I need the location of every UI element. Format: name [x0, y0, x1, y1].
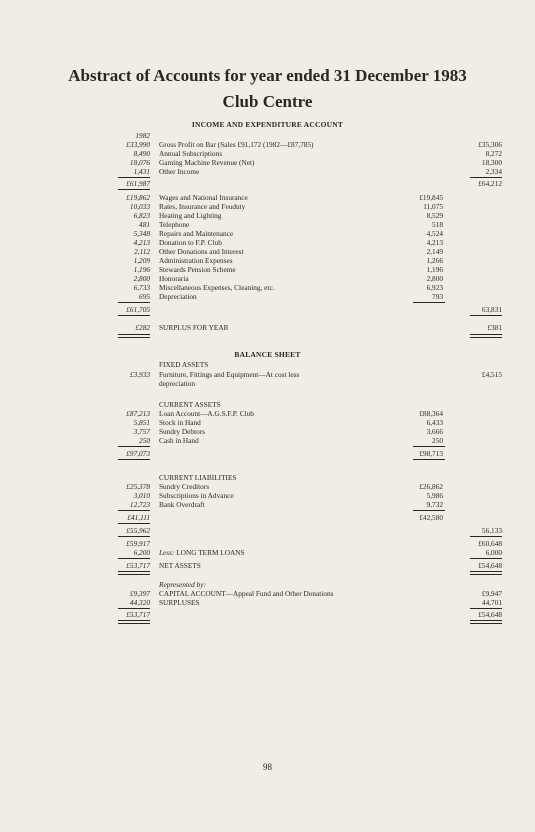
table-row: [0, 305, 535, 314]
table-row: [0, 513, 535, 522]
current-value: 11,075: [423, 202, 443, 211]
current-total: £54,648: [478, 610, 502, 619]
row-desc: Bank Overdraft: [159, 500, 205, 509]
row-desc: Other Income: [159, 167, 200, 176]
current-value: £88,364: [419, 409, 443, 418]
row-desc: depreciation: [159, 379, 196, 388]
prev-value: 481: [139, 220, 150, 229]
table-row: [0, 229, 535, 238]
prev-total: £53,717: [126, 561, 150, 570]
row-desc: Repairs and Maintenance: [159, 229, 234, 238]
row-desc: [159, 548, 245, 557]
current-value: 44,701: [481, 598, 502, 607]
row-desc: Telephone: [159, 220, 190, 229]
current-value: £26,862: [419, 482, 443, 491]
rule: [118, 302, 150, 303]
table-row: [0, 238, 535, 247]
rule: [118, 189, 150, 190]
row-desc: Stewards Pension Scheme: [159, 265, 236, 274]
balance-heading: BALANCE SHEET: [234, 350, 301, 359]
table-row: [0, 449, 535, 458]
row-desc: Heating and Lighting: [159, 211, 222, 220]
table-row: [0, 167, 535, 176]
table-row: [0, 211, 535, 220]
rule: [118, 459, 150, 460]
rule: [413, 446, 445, 447]
prev-value: 8,490: [133, 149, 150, 158]
row-desc: Administration Expenses: [159, 256, 233, 265]
prev-value: £55,962: [126, 526, 150, 535]
represented-by-label: Represented by:: [159, 580, 206, 589]
table-row: [0, 370, 535, 379]
current-value: 8,272: [485, 149, 502, 158]
table-row: [0, 482, 535, 491]
current-assets-label: CURRENT ASSETS: [159, 400, 221, 409]
surplus-row: [0, 323, 535, 332]
table-row-continued: [0, 379, 535, 388]
prev-value: £19,862: [126, 193, 150, 202]
row-desc: Depreciation: [159, 292, 197, 301]
row-desc: Other Donations and Interest: [159, 247, 244, 256]
table-row: [0, 500, 535, 509]
row-desc: Loan Account—A.G.S.F.P. Club: [159, 409, 254, 418]
current-value: £35,306: [478, 140, 502, 149]
current-value: 4,213: [426, 238, 443, 247]
double-rule: [470, 620, 502, 624]
table-row: [0, 589, 535, 598]
prev-value: 5,348: [133, 229, 150, 238]
prev-value: £33,990: [126, 140, 150, 149]
rule: [413, 510, 445, 511]
current-total: 63,831: [481, 305, 502, 314]
table-row: [0, 247, 535, 256]
double-rule: [118, 334, 150, 338]
prev-value: 3,010: [133, 491, 150, 500]
rule: [118, 510, 150, 511]
current-value: 3,666: [426, 427, 443, 436]
double-rule: [470, 334, 502, 338]
page-title: Abstract of Accounts for year ended 31 December 1983: [68, 66, 467, 85]
current-value: 56,133: [481, 526, 502, 535]
prev-value: 18,076: [129, 158, 150, 167]
prev-value: 5,851: [133, 418, 150, 427]
row-desc: SURPLUS FOR YEAR: [159, 323, 229, 332]
table-row: [0, 427, 535, 436]
row-desc: Wages and National Insurance: [159, 193, 248, 202]
current-value: 518: [432, 220, 443, 229]
year-header-row: [0, 131, 535, 140]
current-value: £19,845: [419, 193, 443, 202]
prev-total: £41,111: [127, 513, 150, 522]
prev-value: 2,800: [133, 274, 150, 283]
current-value: 793: [432, 292, 443, 301]
prev-total: £97,073: [126, 449, 150, 458]
current-value: 6,433: [426, 418, 443, 427]
table-row: [0, 491, 535, 500]
prev-value: 4,213: [133, 238, 150, 247]
current-value: 1,266: [426, 256, 443, 265]
rule: [118, 446, 150, 447]
rule: [118, 523, 150, 524]
table-row: [0, 193, 535, 202]
rule: [118, 177, 150, 178]
prev-value: 12,723: [129, 500, 150, 509]
prev-total: £53,717: [126, 610, 150, 619]
current-value: 1,196: [426, 265, 443, 274]
row-desc: Miscellaneous Expenses, Cleaning, etc.: [159, 283, 275, 292]
prev-value: 3,757: [133, 427, 150, 436]
current-value: 2,149: [426, 247, 443, 256]
current-value: £4,515: [481, 370, 502, 379]
rule: [470, 558, 502, 559]
rule: [470, 536, 502, 537]
fixed-assets-label: FIXED ASSETS: [159, 360, 209, 369]
table-row: [0, 158, 535, 167]
prev-value: £87,213: [126, 409, 150, 418]
current-value: 2,800: [426, 274, 443, 283]
current-value: 250: [432, 436, 443, 445]
row-desc: Donation to F.P. Club: [159, 238, 222, 247]
table-row: [0, 436, 535, 445]
prev-value: £3,933: [129, 370, 150, 379]
rule: [118, 608, 150, 609]
row-desc: Furniture, Fittings and Equipment—At cost less: [159, 370, 300, 379]
current-value: 5,986: [426, 491, 443, 500]
row-desc: Annual Subscriptions: [159, 149, 223, 158]
prev-value: 6,823: [133, 211, 150, 220]
prev-value: 1,209: [133, 256, 150, 265]
table-row: [0, 598, 535, 607]
rule: [118, 315, 150, 316]
current-total: £64,212: [478, 179, 502, 188]
double-rule: [470, 571, 502, 575]
prev-value: 44,320: [129, 598, 150, 607]
section-label-row: [0, 580, 535, 589]
table-row: [0, 256, 535, 265]
table-row: [0, 220, 535, 229]
rule: [118, 536, 150, 537]
row-desc: NET ASSETS: [159, 561, 201, 570]
rule: [470, 177, 502, 178]
rule: [470, 608, 502, 609]
row-desc: Subscriptions in Advance: [159, 491, 234, 500]
row-desc: Sundry Debtors: [159, 427, 206, 436]
prev-value: 695: [139, 292, 150, 301]
current-surplus: £381: [487, 323, 502, 332]
table-row: [0, 292, 535, 301]
prev-value: 1,431: [133, 167, 150, 176]
year-label: 1982: [135, 131, 150, 140]
net-assets-row: [0, 561, 535, 570]
current-total: £42,580: [419, 513, 443, 522]
prev-value: 2,112: [134, 247, 150, 256]
row-desc: Sundry Creditors: [159, 482, 210, 491]
table-row: [0, 149, 535, 158]
table-row: [0, 409, 535, 418]
current-value: 4,524: [426, 229, 443, 238]
current-value: 6,000: [485, 548, 502, 557]
table-row: [0, 265, 535, 274]
income-heading: INCOME AND EXPENDITURE ACCOUNT: [191, 120, 344, 129]
current-value: 18,300: [481, 158, 502, 167]
row-desc: CAPITAL ACCOUNT—Appeal Fund and Other Donations: [159, 589, 334, 598]
prev-total: £61,987: [126, 179, 150, 188]
current-total: £54,648: [478, 561, 502, 570]
table-row: [0, 202, 535, 211]
table-row: [0, 418, 535, 427]
row-desc: Cash in Hand: [159, 436, 199, 445]
row-desc: Gross Profit on Bar (Sales £91,172 (1982—£87,785): [159, 140, 314, 149]
current-value: 6,923: [426, 283, 443, 292]
table-row: [0, 140, 535, 149]
row-desc-text: LONG TERM LOANS: [174, 548, 245, 557]
rule: [118, 558, 150, 559]
current-liabilities-label: CURRENT LIABILITIES: [159, 473, 237, 482]
prev-value: 6,733: [133, 283, 150, 292]
table-row: [0, 610, 535, 619]
table-row: [0, 526, 535, 535]
table-row: [0, 274, 535, 283]
page-number: 98: [263, 762, 272, 772]
current-value: 8,529: [426, 211, 443, 220]
double-rule: [118, 620, 150, 624]
section-label-row: [0, 473, 535, 482]
section-label-row: [0, 400, 535, 409]
double-rule: [118, 571, 150, 575]
current-value: 9,732: [426, 500, 443, 509]
prev-total: £61,705: [126, 305, 150, 314]
table-row: [0, 539, 535, 548]
row-desc: Rates, Insurance and Feuduty: [159, 202, 246, 211]
current-value: 2,334: [485, 167, 502, 176]
prev-value: 6,200: [133, 548, 150, 557]
table-row: [0, 548, 535, 557]
row-desc: Honoraria: [159, 274, 189, 283]
current-value: £60,648: [478, 539, 502, 548]
prev-value: 250: [139, 436, 150, 445]
prev-value: £25,378: [126, 482, 150, 491]
row-desc: Gaming Machine Revenue (Net): [159, 158, 255, 167]
prev-surplus: £282: [135, 323, 150, 332]
section-label-row: [0, 360, 535, 369]
rule: [413, 459, 445, 460]
page-subtitle: Club Centre: [222, 92, 313, 111]
prev-value: 1,196: [133, 265, 150, 274]
table-row: [0, 283, 535, 292]
row-desc: Stock in Hand: [159, 418, 201, 427]
rule: [413, 302, 445, 303]
row-desc: SURPLUSES: [159, 598, 200, 607]
prev-value: 10,033: [129, 202, 150, 211]
table-row: [0, 179, 535, 188]
current-value: £9,947: [481, 589, 502, 598]
rule: [470, 315, 502, 316]
prev-value: £9,397: [129, 589, 150, 598]
less-prefix: Less:: [159, 548, 175, 557]
current-total: £98,713: [419, 449, 443, 458]
prev-value: £59,917: [126, 539, 150, 548]
